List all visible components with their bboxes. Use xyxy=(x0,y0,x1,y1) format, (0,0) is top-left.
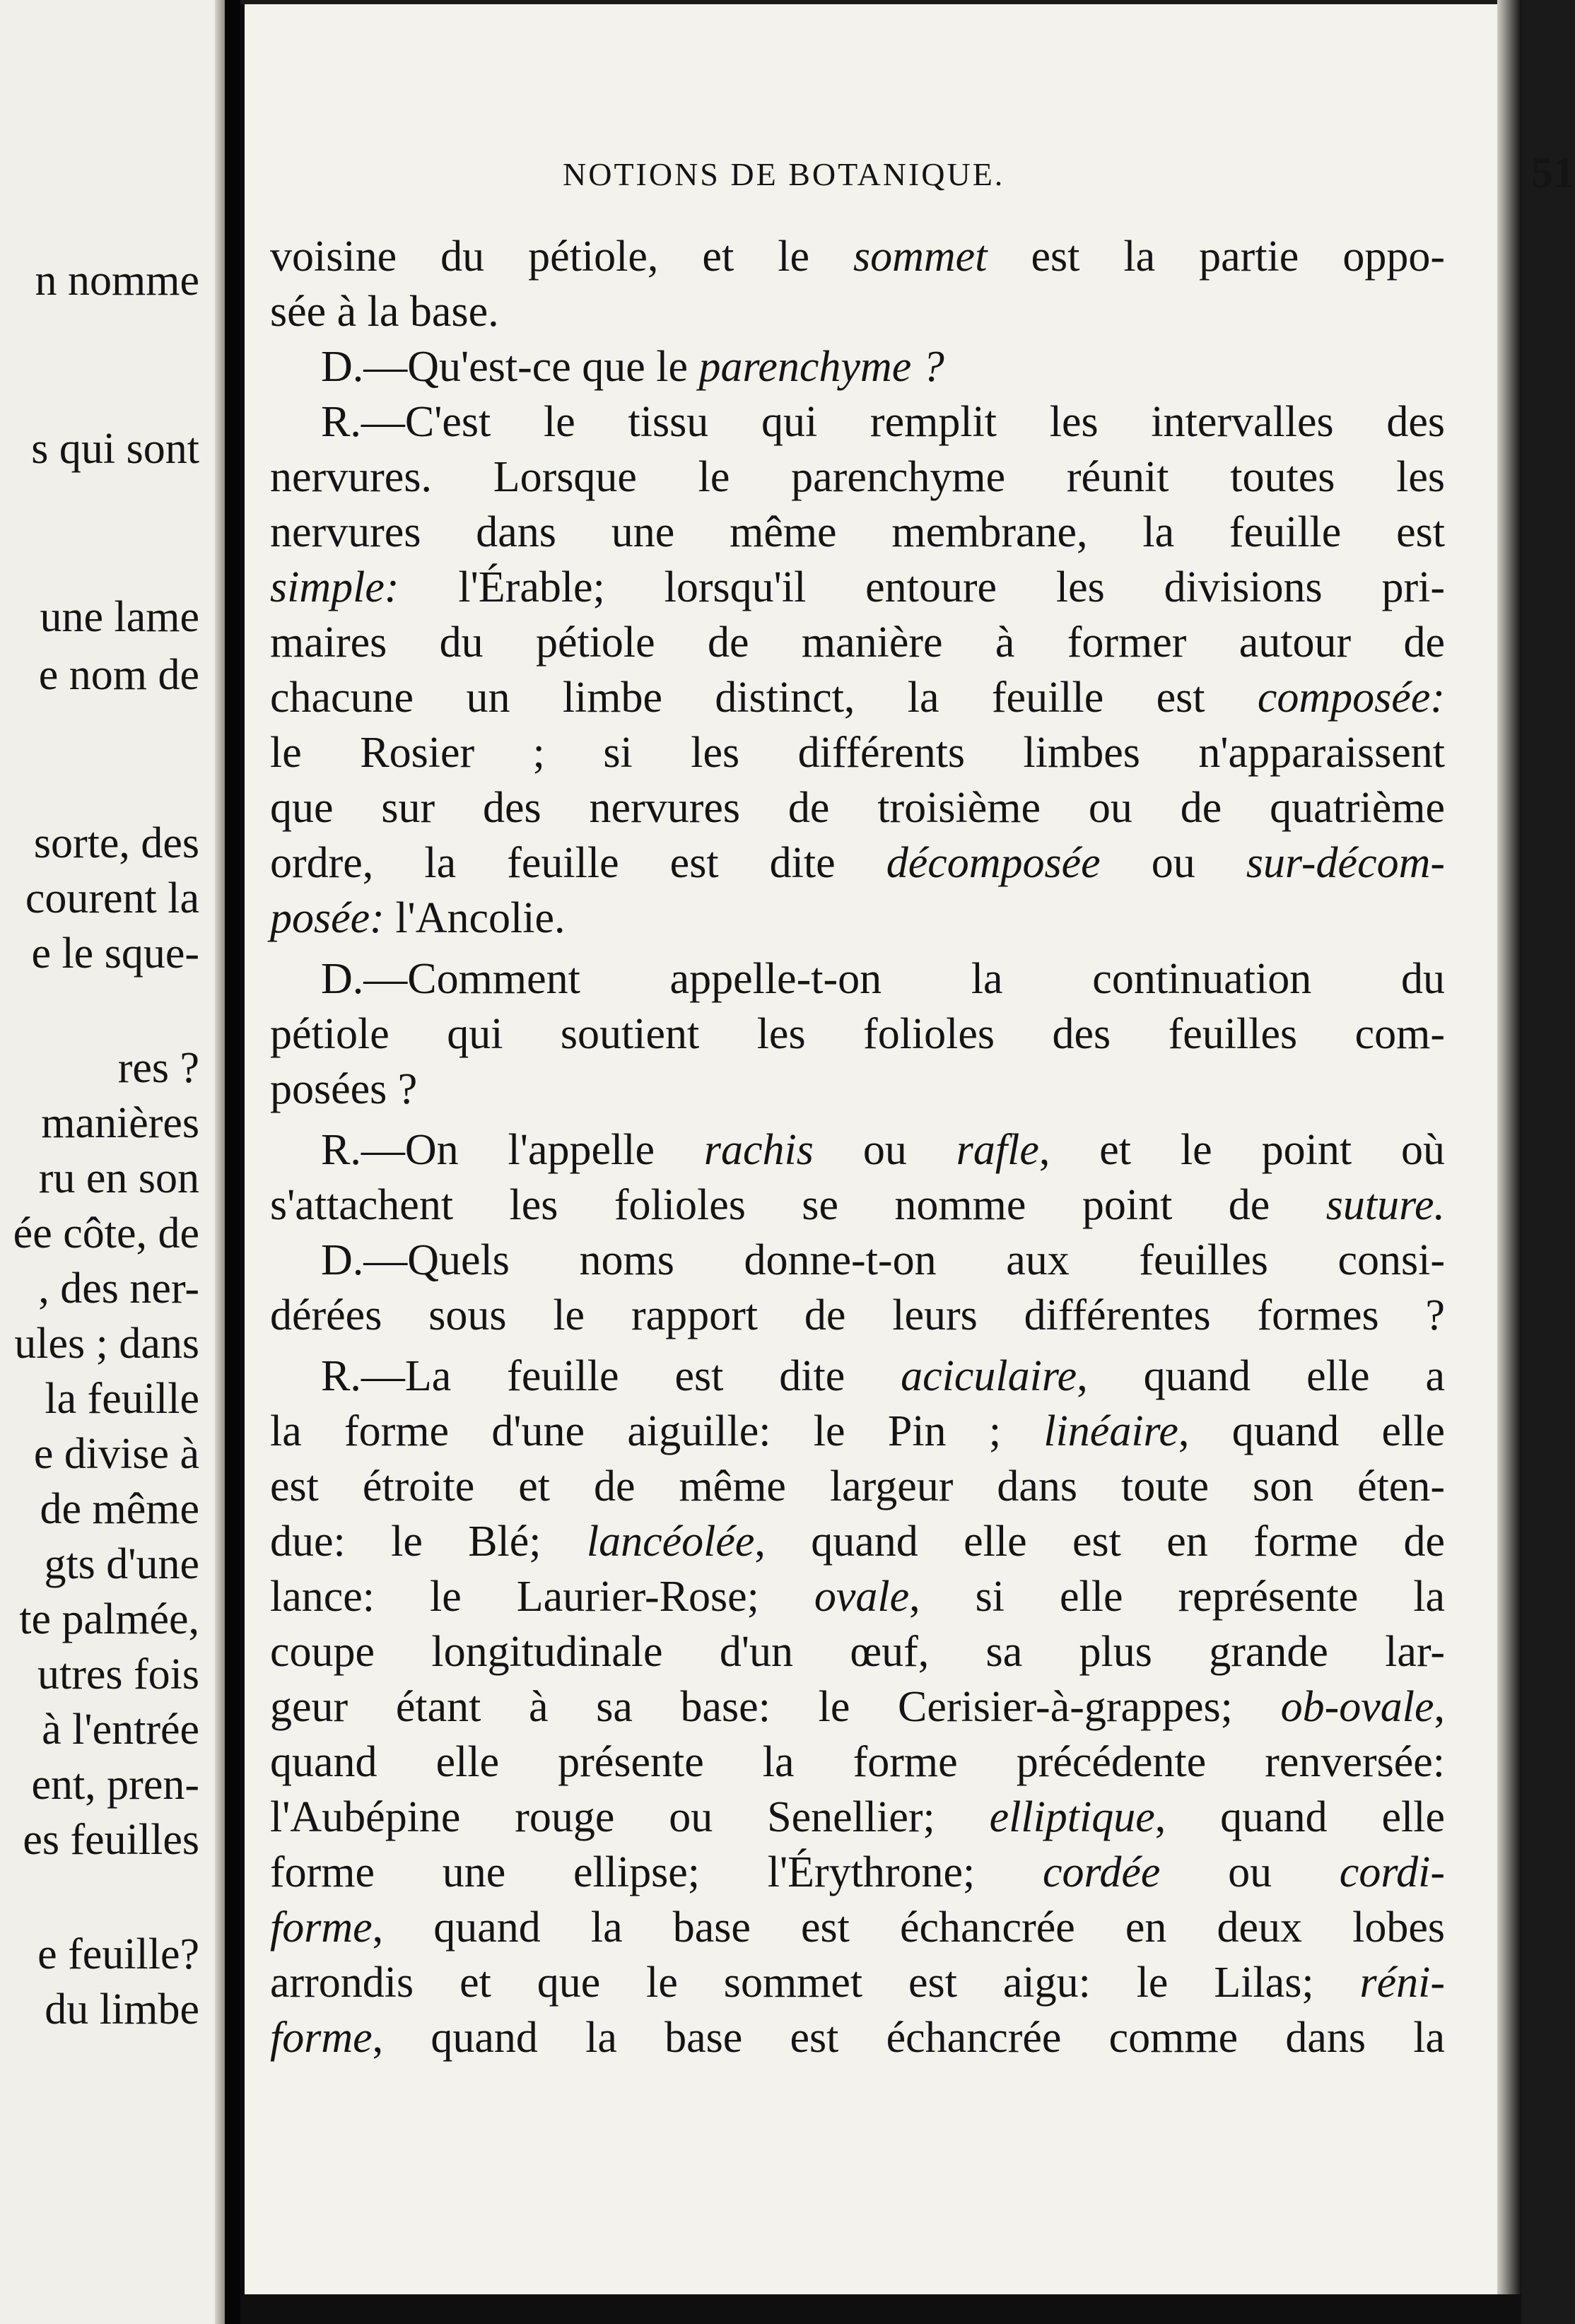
facing-page-line: , des ner- xyxy=(38,1264,199,1313)
facing-page-line: e nom de xyxy=(38,651,199,699)
text-line: que sur des nervures de troisième ou de quatrième xyxy=(270,784,1445,832)
answer-line: R.—On l'appelle rachis ou rafle, et le point où xyxy=(321,1126,1446,1174)
text-line: quand elle présente la forme précédente renversée: xyxy=(270,1738,1445,1786)
facing-page-line: gts d'une xyxy=(44,1540,199,1588)
book-page xyxy=(240,4,1575,2294)
facing-page-line: ules ; dans xyxy=(14,1320,199,1368)
facing-page-line: de même xyxy=(40,1485,199,1533)
text-line: forme, quand la base est échancrée comme dans la xyxy=(270,2014,1445,2062)
facing-page-line: te palmée, xyxy=(19,1595,199,1643)
text-line: simple: l'Érable; lorsqu'il entoure les divisions pri- xyxy=(270,563,1445,611)
text-line: est étroite et de même largeur dans toute son éten- xyxy=(270,1462,1445,1510)
page-right-edge xyxy=(1497,0,1521,2324)
facing-page-line: une lame xyxy=(40,593,199,641)
text-line: s'attachent les folioles se nomme point de suture. xyxy=(270,1181,1445,1229)
answer-line: R.—La feuille est dite aciculaire, quand elle a xyxy=(321,1352,1445,1400)
text-line: la forme d'une aiguille: le Pin ; linéaire, quand elle xyxy=(270,1407,1445,1455)
facing-page-line: s qui sont xyxy=(31,425,199,473)
text-line: forme, quand la base est échancrée en deux lobes xyxy=(270,1903,1445,1952)
facing-page-line: ent, pren- xyxy=(31,1761,199,1809)
text-line: sée à la base. xyxy=(270,288,499,336)
text-line: posée: l'Ancolie. xyxy=(270,894,566,942)
text-line: geur étant à sa base: le Cerisier-à-grappes; ob-ovale, xyxy=(270,1683,1445,1731)
facing-page-line: utres fois xyxy=(37,1650,199,1698)
facing-page-line: n nomme xyxy=(35,257,199,305)
text-line: ordre, la feuille est dite décomposée ou sur-décom- xyxy=(270,839,1446,887)
text-line: forme une ellipse; l'Érythrone; cordée ou cordi- xyxy=(270,1848,1446,1896)
text-line: nervures dans une même membrane, la feuille est xyxy=(270,508,1445,556)
facing-page-line: sorte, des xyxy=(33,819,199,867)
text-line: le Rosier ; si les différents limbes n'apparaissent xyxy=(270,729,1445,777)
facing-page-line: courent la xyxy=(25,874,199,922)
question-line: D.—Comment appelle-t-on la continuation du xyxy=(321,955,1445,1003)
facing-page-line: à l'entrée xyxy=(42,1706,199,1754)
question-line: D.—Qu'est-ce que le parenchyme ? xyxy=(321,343,944,391)
page-fold-shadow xyxy=(215,0,225,2324)
text-line: pétiole qui soutient les folioles des feuilles com- xyxy=(270,1010,1445,1058)
book-gutter xyxy=(225,0,240,2324)
facing-page-line: la feuille xyxy=(45,1375,199,1423)
page-body xyxy=(270,229,1445,2065)
facing-page-line: es feuilles xyxy=(23,1816,199,1864)
facing-page-line: e divise à xyxy=(33,1430,199,1478)
facing-page-line: ée côte, de xyxy=(13,1209,199,1257)
facing-page-line: res ? xyxy=(117,1044,199,1092)
facing-page-line: e le sque- xyxy=(31,929,199,978)
facing-page-fragment xyxy=(0,0,225,2324)
text-line: coupe longitudinale d'un œuf, sa plus grande lar- xyxy=(270,1628,1445,1676)
facing-page-line: ru en son xyxy=(38,1154,199,1202)
facing-page-line: du limbe xyxy=(45,1985,199,2034)
page-bottom-edge xyxy=(240,2294,1521,2324)
text-line: due: le Blé; lancéolée, quand elle est en forme de xyxy=(270,1518,1446,1566)
text-line: nervures. Lorsque le parenchyme réunit toutes les xyxy=(270,453,1445,501)
text-line: dérées sous le rapport de leurs différentes formes ? xyxy=(270,1291,1445,1339)
page-number: 51 xyxy=(1531,149,1575,197)
text-line: chacune un limbe distinct, la feuille est composée: xyxy=(270,674,1445,722)
text-line: maires du pétiole de manière à former autour de xyxy=(270,618,1445,667)
running-header: NOTIONS DE BOTANIQUE. xyxy=(563,156,1005,192)
text-line: l'Aubépine rouge ou Senellier; elliptique, quand elle xyxy=(270,1793,1445,1841)
answer-line: R.—C'est le tissu qui remplit les intervalles des xyxy=(321,398,1445,446)
facing-page-line: e feuille? xyxy=(37,1930,199,1978)
question-line: D.—Quels noms donne-t-on aux feuilles consi- xyxy=(321,1236,1445,1284)
text-line: voisine du pétiole, et le sommet est la partie oppo- xyxy=(270,233,1445,281)
text-line: arrondis et que le sommet est aigu: le Lilas; réni- xyxy=(270,1959,1445,2007)
facing-page-line: manières xyxy=(41,1099,199,1147)
text-line: lance: le Laurier-Rose; ovale, si elle représente la xyxy=(270,1573,1445,1621)
text-line: posées ? xyxy=(270,1065,418,1113)
